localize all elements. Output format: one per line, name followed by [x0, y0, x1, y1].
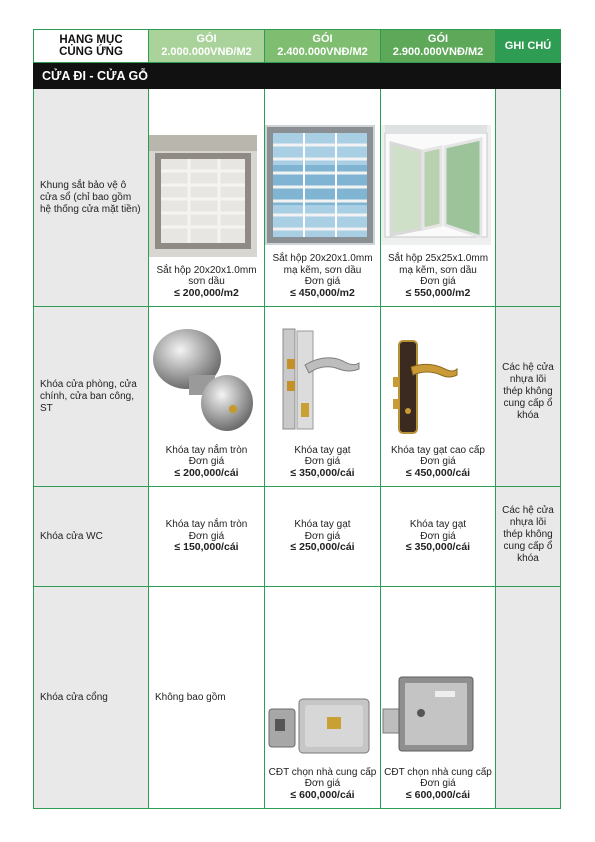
rim-gate-lock-photo: [381, 673, 495, 759]
row-item-label: Khóa cửa cổng: [34, 587, 149, 809]
header-package-1: GÓI 2.000.000VNĐ/M2: [149, 30, 265, 63]
cell-desc: Khóa tay nắm tròn: [165, 519, 248, 531]
row-item-label: Khóa cửa WC: [34, 487, 149, 587]
section-title: CỬA ĐI - CỬA GỖ: [34, 63, 561, 89]
cell-price: ≤ 200,000/cái: [174, 466, 239, 479]
cell-unit: Đơn giá: [420, 276, 456, 287]
row-note: Các hệ cửa nhựa lõi thép không cung cấp ổ khóa: [496, 487, 561, 587]
cell-unit: Đơn giá: [420, 456, 456, 467]
row-cell: [149, 487, 265, 587]
cell-desc: Không bao gồm: [155, 691, 226, 703]
row-cell: [265, 487, 381, 587]
cell-desc: Khóa tay gạt: [409, 519, 467, 531]
casement-window-photo: [381, 125, 495, 245]
premium-lever-lock-photo: [381, 339, 495, 437]
cell-price: ≤ 350,000/cái: [405, 541, 471, 554]
knob-lock-photo: [149, 325, 264, 437]
cell-price: ≤ 250,000/cái: [290, 541, 355, 554]
header-row: [34, 30, 561, 63]
row-cell: [265, 307, 381, 487]
cell-unit: Đơn giá: [304, 276, 341, 287]
row-item-label: Khóa cửa phòng, cửa chính, cửa ban công, ST: [34, 307, 149, 487]
row-cell: [149, 307, 265, 487]
cell-unit: Đơn giá: [304, 530, 341, 542]
cell-price: ≤ 600,000/cái: [405, 788, 471, 801]
cell-desc: CĐT chọn nhà cung cấp: [384, 766, 492, 778]
cell-desc: CĐT chọn nhà cung cấp: [268, 766, 377, 778]
row-cell: [265, 587, 381, 809]
cell-unit: Đơn giá: [188, 530, 225, 542]
cell-desc: Khóa tay gạt: [294, 444, 351, 456]
cell-price: ≤ 550,000/m2: [405, 286, 471, 299]
row-cell: [149, 587, 265, 809]
cell-price: ≤ 350,000/cái: [290, 466, 355, 479]
cell-unit: Đơn giá: [188, 456, 225, 467]
cell-desc: Khóa tay nắm tròn: [165, 444, 248, 456]
row-note: Các hệ cửa nhựa lõi thép không cung cấp ổ khóa: [496, 307, 561, 487]
header-package-3: GÓI 2.900.000VNĐ/M2: [381, 30, 496, 63]
cell-desc: Sắt hộp 20x20x1.0mm mạ kẽm, sơn dầu: [272, 253, 373, 276]
row-cell: [381, 307, 496, 487]
table-row: [34, 307, 561, 487]
table-row: [34, 587, 561, 809]
cell-desc: Sắt hộp 25x25x1.0mm mạ kẽm, sơn dầu: [387, 253, 489, 276]
row-cell: [265, 89, 381, 307]
cell-unit: Đơn giá: [304, 456, 341, 467]
row-cell: [381, 487, 496, 587]
cell-price: ≤ 200,000/m2: [174, 286, 239, 299]
section-row: [34, 63, 561, 89]
cell-price: ≤ 450,000/cái: [405, 466, 471, 479]
table-row: [34, 487, 561, 587]
window-grille-photo: [265, 125, 380, 245]
cell-desc: Khóa tay gạt cao cấp: [391, 444, 485, 456]
cell-unit: Đơn giá: [420, 530, 456, 542]
cell-desc: Sắt hộp 20x20x1.0mm sơn dầu: [156, 264, 257, 287]
table-row: [34, 89, 561, 307]
row-cell: [381, 587, 496, 809]
cell-desc: Khóa tay gạt: [294, 519, 351, 531]
price-table: [33, 29, 561, 809]
row-cell: [149, 89, 265, 307]
header-category: HẠNG MỤC CUNG ỨNG: [34, 30, 149, 63]
row-cell: [381, 89, 496, 307]
cell-unit: Đơn giá: [304, 778, 341, 789]
gate-lock-photo: [265, 693, 380, 759]
window-grille-photo: [149, 135, 264, 257]
header-note: GHI CHÚ: [496, 30, 561, 63]
cell-price: ≤ 450,000/m2: [290, 286, 355, 299]
cell-price: ≤ 600,000/cái: [290, 788, 355, 801]
row-note: [496, 89, 561, 307]
cell-price: ≤ 150,000/cái: [174, 541, 239, 554]
row-note: [496, 587, 561, 809]
row-item-label: Khung sắt bảo vệ ô cửa sổ (chỉ bao gồm hệ thống cửa mặt tiền): [34, 89, 149, 307]
lever-lock-photo: [265, 325, 380, 437]
header-package-2: GÓI 2.400.000VNĐ/M2: [265, 30, 381, 63]
cell-unit: Đơn giá: [420, 778, 456, 789]
